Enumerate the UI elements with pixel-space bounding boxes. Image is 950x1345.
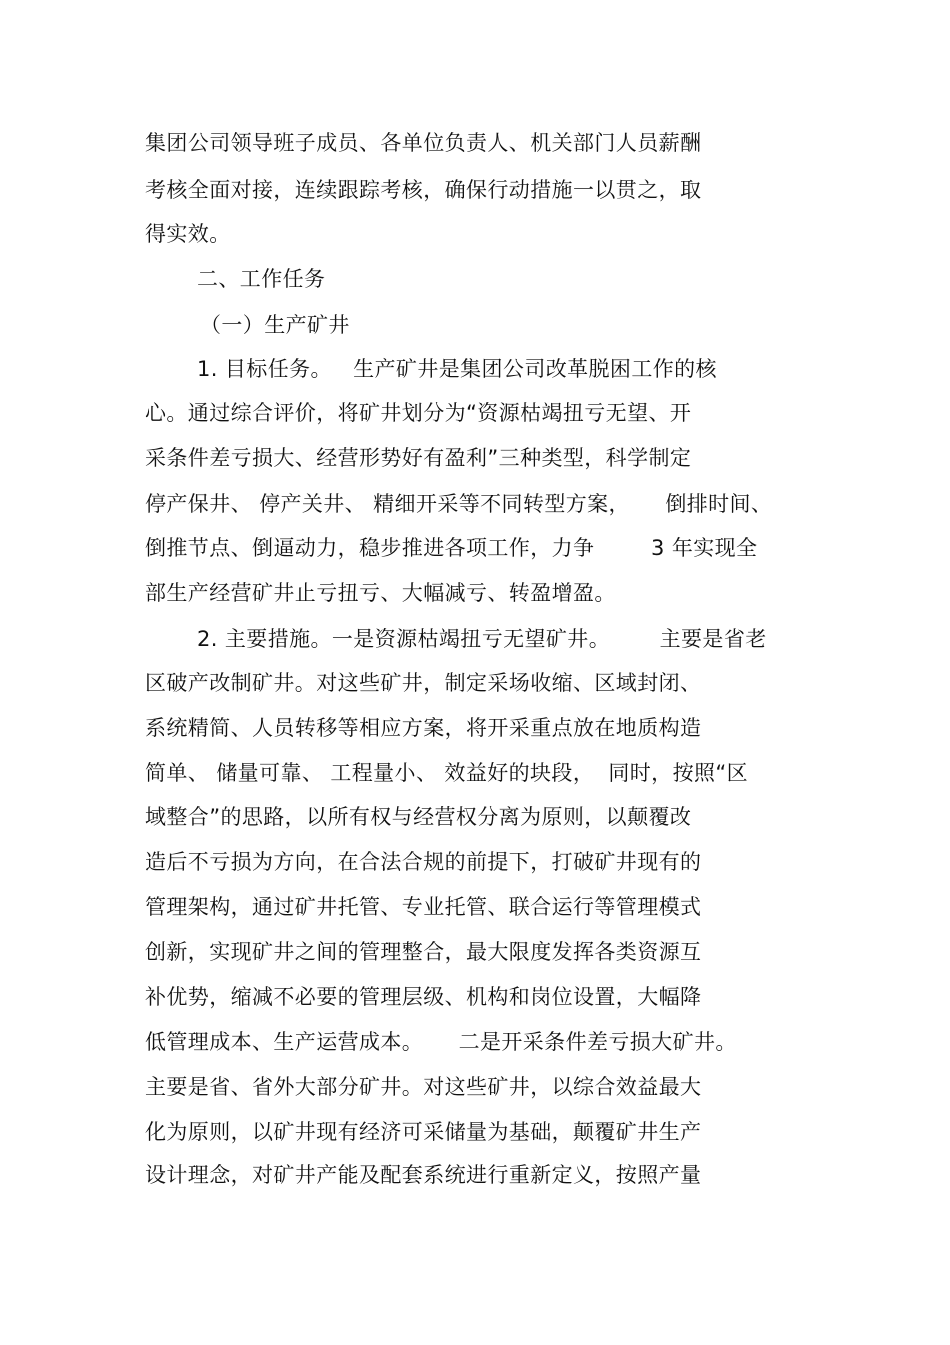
text-line: 得实效。	[145, 222, 231, 246]
text-line: 管理架构，通过矿井托管、专业托管、联合运行等管理模式	[145, 895, 702, 919]
text-line: 停产保井、 停产关井、 精细开采等不同转型方案， 倒排时间、	[145, 492, 773, 516]
section-heading: 二、工作任务	[197, 267, 326, 291]
text-line: 简单、 储量可靠、 工程量小、 效益好的块段， 同时，按照“区	[145, 761, 749, 785]
text-line: 区破产改制矿井。对这些矿井，制定采场收缩、区域封闭、	[145, 671, 702, 695]
text-line: 集团公司领导班子成员、各单位负责人、机关部门人员薪酬	[145, 131, 702, 155]
text-line: 化为原则，以矿井现有经济可采储量为基础，颠覆矿井生产	[145, 1120, 702, 1144]
text-line: 采条件差亏损大、经营形势好有盈利”三种类型，科学制定	[145, 446, 692, 470]
text-line: 主要是省、省外大部分矿井。对这些矿井，以综合效益最大	[145, 1075, 702, 1099]
text-line: 系统精简、人员转移等相应方案，将开采重点放在地质构造	[145, 716, 702, 740]
text-line: 心。通过综合评价，将矿井划分为“资源枯竭扭亏无望、开	[145, 401, 692, 425]
text-line: 1. 目标任务。 生产矿井是集团公司改革脱困工作的核	[197, 357, 717, 381]
text-line: 域整合”的思路，以所有权与经营权分离为原则，以颠覆改	[145, 805, 692, 829]
text-line: 补优势，缩减不必要的管理层级、机构和岗位设置，大幅降	[145, 985, 702, 1009]
text-line: 倒推节点、倒逼动力，稳步推进各项工作，力争 3 年实现全	[145, 536, 758, 560]
text-line: 考核全面对接，连续跟踪考核，确保行动措施一以贯之，取	[145, 178, 702, 202]
subsection-heading: （一）生产矿井	[200, 313, 350, 337]
text-line: 低管理成本、生产运营成本。 二是开采条件差亏损大矿井。	[145, 1030, 737, 1054]
text-line: 创新，实现矿井之间的管理整合，最大限度发挥各类资源互	[145, 940, 702, 964]
text-line: 设计理念，对矿井产能及配套系统进行重新定义，按照产量	[145, 1163, 702, 1187]
text-line: 2. 主要措施。一是资源枯竭扭亏无望矿井。 主要是省老	[197, 627, 767, 651]
text-line: 造后不亏损为方向，在合法合规的前提下，打破矿井现有的	[145, 850, 702, 874]
text-line: 部生产经营矿井止亏扭亏、大幅减亏、转盈增盈。	[145, 581, 616, 605]
